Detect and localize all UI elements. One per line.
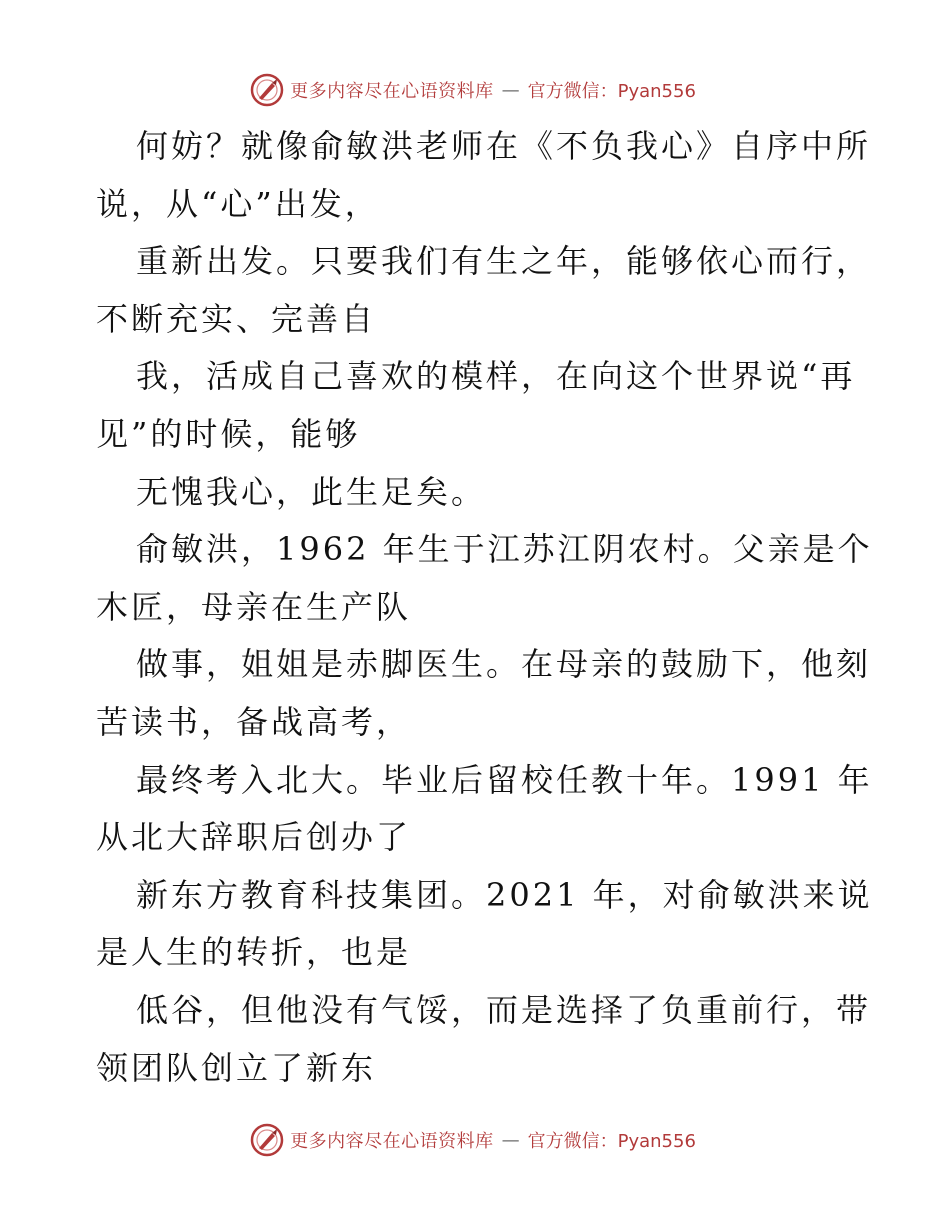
text-line: 说，从“心”出发， [96,184,380,223]
footer-separator: — [501,1129,520,1151]
footer-wechat-text: 官方微信：Pyan556 [527,1131,696,1152]
text-line: 新东方教育科技集团。2021 年，对俞敏洪来说 [136,875,873,914]
footer-banner [0,1120,950,1160]
header-banner-inner [250,73,696,107]
text-line: 木匠，母亲在生产队 [96,587,412,626]
header-site-text: 更多内容尽在心语资料库 [290,81,494,102]
text-line: 见”的时候，能够 [96,414,361,453]
quill-logo-icon [250,73,284,107]
header-wechat-text: 官方微信：Pyan556 [527,81,696,102]
header-separator: — [501,79,520,101]
text-line: 领团队创立了新东 [96,1048,377,1087]
document-body [96,118,873,1097]
footer-site-text: 更多内容尽在心语资料库 [290,1131,494,1152]
text-line: 俞敏洪，1962 年生于江苏江阴农村。父亲是个 [136,530,873,569]
text-line: 最终考入北大。毕业后留校任教十年。1991 年 [136,760,873,799]
text-line: 从北大辞职后创办了 [96,818,412,857]
text-line: 无愧我心，此生足矣。 [136,472,487,511]
text-line: 不断充实、完善自 [96,299,377,338]
text-line: 苦读书，备战高考， [96,702,412,741]
text-line: 做事，姐姐是赤脚医生。在母亲的鼓励下，他刻 [136,645,872,684]
text-line: 低谷，但他没有气馁，而是选择了负重前行，带 [136,990,872,1029]
text-line: 何妨？就像俞敏洪老师在《不负我心》自序中所 [136,127,872,165]
footer-banner-inner [250,1123,696,1157]
quill-logo-icon [250,1123,284,1157]
text-line: 重新出发。只要我们有生之年，能够依心而行， [136,242,872,281]
text-line: 是人生的转折，也是 [96,933,412,972]
text-line: 我，活成自己喜欢的模样，在向这个世界说“再 [136,357,856,396]
header-banner [0,70,950,110]
